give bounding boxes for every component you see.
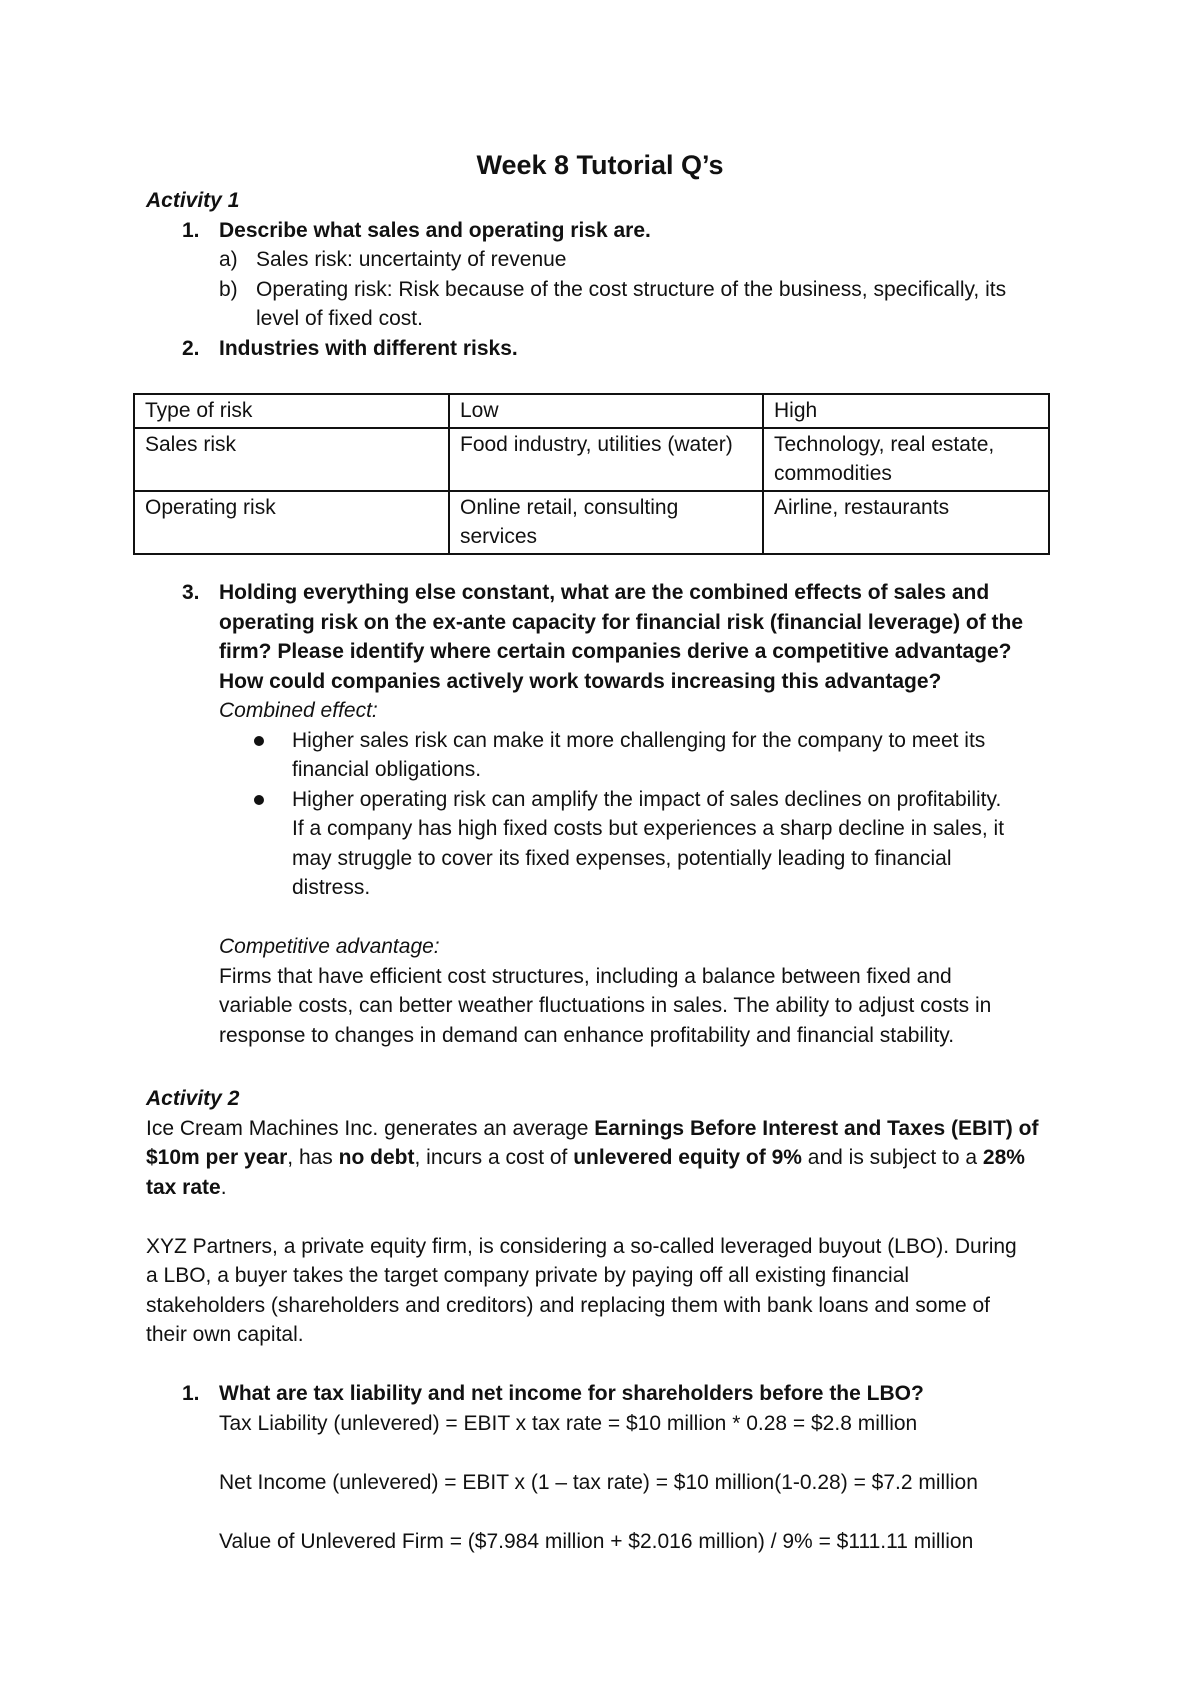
activity2-paragraph-1-line — [146, 1173, 1066, 1203]
activity2-paragraph-2-line: a LBO, a buyer takes the target company private by paying off all existing financial — [146, 1264, 910, 1287]
spacer — [146, 1202, 1066, 1232]
table-cell: Food industry, utilities (water) — [449, 428, 763, 491]
combined-effect-label: Combined effect: — [219, 699, 378, 722]
answer-b — [146, 275, 1066, 334]
competitive-advantage-label: Competitive advantage: — [219, 935, 440, 958]
table-cell: Sales risk — [134, 428, 449, 491]
bullet-text-line: If a company has high fixed costs but experiences a sharp decline in sales, it — [292, 817, 1005, 840]
text-run-bold: no debt — [338, 1146, 415, 1169]
activity2-paragraph-1-line — [146, 1143, 1066, 1173]
activity2-question-1 — [146, 1379, 1066, 1409]
activity1-question-2 — [146, 334, 1066, 364]
activity2-paragraph-2-line: XYZ Partners, a private equity firm, is considering a so-called leveraged buyout (LBO). During — [146, 1234, 1017, 1258]
question-text-line: firm? Please identify where certain companies derive a competitive advantage? — [219, 640, 1012, 663]
question-text: Describe what sales and operating risk are. — [219, 218, 651, 242]
bullet-text-line: may struggle to cover its fixed expenses, potentially leading to financial — [292, 846, 952, 870]
text-run: , incurs a cost of — [414, 1146, 574, 1169]
question-number: 3. — [182, 581, 200, 604]
text-run: , has — [287, 1146, 339, 1169]
activity2-section — [146, 1084, 1066, 1556]
text-run: . — [220, 1175, 227, 1199]
table-cell: Operating risk — [134, 491, 449, 554]
spacer — [146, 1438, 1066, 1468]
table-cell: Online retail, consulting services — [449, 491, 763, 554]
question-text-line: How could companies actively work towards increasing this advantage? — [219, 669, 942, 693]
text-run-bold: 28% — [982, 1146, 1025, 1169]
value-unlevered-line: Value of Unlevered Firm = ($7.984 million + $2.016 million) / 9% = $111.11 million — [219, 1529, 974, 1553]
competitive-text-line: variable costs, can better weather fluctuations in sales. The ability to adjust costs in — [219, 994, 992, 1017]
risk-table — [133, 393, 1050, 555]
bullet-text-line: Higher sales risk can make it more challenging for the company to meet its — [292, 728, 986, 752]
question-number: 1. — [182, 1382, 200, 1405]
text-run-bold: $10m per year — [146, 1146, 288, 1169]
table-header-cell: Low — [449, 394, 763, 428]
bullet-item — [146, 726, 1066, 785]
table-header-row — [134, 394, 1049, 428]
page-title: Week 8 Tutorial Q’s — [476, 150, 724, 180]
table-header-cell: High — [763, 394, 1049, 428]
net-income-line: Net Income (unlevered) = EBIT x (1 – tax rate) = $10 million(1-0.28) = $7.2 million — [219, 1470, 978, 1494]
question-text: Industries with different risks. — [219, 336, 518, 360]
question-number: 1. — [182, 218, 200, 242]
activity1-question-3 — [146, 578, 1066, 696]
answer-text-line: Operating risk: Risk because of the cost structure of the business, specifically, its — [256, 277, 1007, 301]
table-header-cell: Type of risk — [134, 394, 449, 428]
question-text: What are tax liability and net income for shareholders before the LBO? — [219, 1382, 924, 1405]
activity1-question-1 — [146, 216, 1066, 246]
question-text-line: Holding everything else constant, what are the combined effects of sales and — [219, 581, 990, 604]
answer-text: Sales risk: uncertainty of revenue — [256, 248, 567, 271]
bullet-text-line: Higher operating risk can amplify the impact of sales declines on profitability. — [292, 787, 1002, 811]
text-run: and is subject to a — [801, 1146, 983, 1169]
text-run-bold: Earnings Before Interest and Taxes (EBIT) of — [594, 1116, 1039, 1140]
table-row — [134, 491, 1049, 554]
text-run-bold: unlevered equity of 9% — [573, 1146, 802, 1169]
bullet-icon — [254, 736, 264, 746]
table-row — [134, 428, 1049, 491]
table-cell: Technology, real estate, commodities — [763, 428, 1049, 491]
bullet-text-line: financial obligations. — [292, 758, 482, 781]
question-text-line: operating risk on the ex-ante capacity for financial risk (financial leverage) of the — [219, 610, 1024, 634]
text-run: Ice Cream Machines Inc. generates an average — [146, 1116, 595, 1140]
text-run-bold: tax rate — [146, 1175, 221, 1199]
activity1-section — [146, 186, 1066, 363]
activity2-paragraph-2-line: stakeholders (shareholders and creditors) and replacing them with bank loans and some of — [146, 1293, 990, 1317]
spacer — [146, 1350, 1066, 1380]
spacer — [146, 1497, 1066, 1527]
question-number: 2. — [182, 336, 200, 360]
activity1-question-3-section — [146, 578, 1066, 1050]
bullet-icon — [254, 795, 264, 805]
competitive-text-line: Firms that have efficient cost structures, including a balance between fixed and — [219, 964, 952, 988]
activity2-paragraph-1-line — [146, 1114, 1066, 1144]
tax-liability-line: Tax Liability (unlevered) = EBIT x tax rate = $10 million * 0.28 = $2.8 million — [219, 1411, 918, 1435]
answer-letter: a) — [219, 248, 238, 271]
activity2-paragraph-2-line: their own capital. — [146, 1323, 304, 1346]
bullet-item — [146, 785, 1066, 903]
spacer — [146, 903, 1066, 933]
activity1-heading: Activity 1 — [146, 189, 240, 212]
answer-a — [146, 245, 1066, 275]
table-cell: Airline, restaurants — [763, 491, 1049, 554]
bullet-text-line: distress. — [292, 876, 371, 899]
competitive-text-line: response to changes in demand can enhance profitability and financial stability. — [219, 1023, 955, 1047]
activity2-heading: Activity 2 — [146, 1087, 240, 1110]
answer-letter: b) — [219, 277, 238, 301]
answer-text-line: level of fixed cost. — [256, 307, 423, 330]
